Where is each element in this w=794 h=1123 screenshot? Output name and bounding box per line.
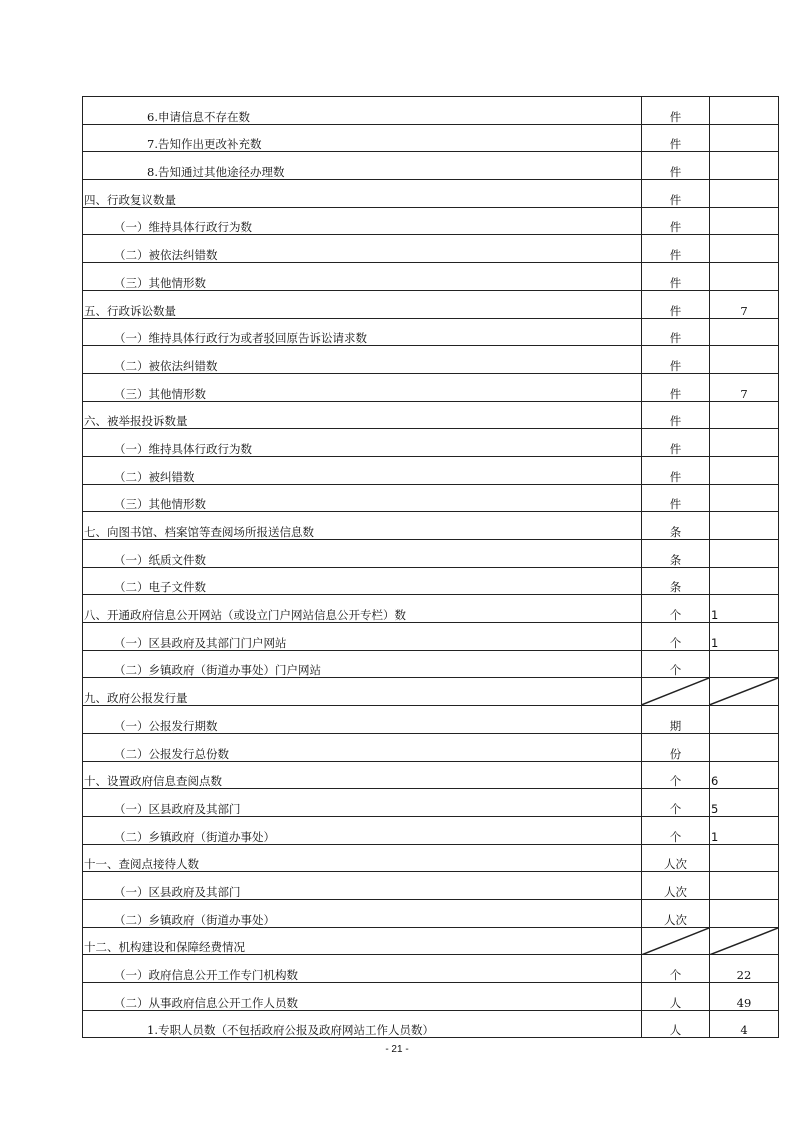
row-value: [710, 733, 779, 761]
row-label: 九、政府公报发行量: [83, 678, 642, 706]
row-label: （二）被依法纠错数: [83, 235, 642, 263]
row-label: 十、设置政府信息查阅点数: [83, 761, 642, 789]
row-label: （一）维持具体行政行为或者驳回原告诉讼请求数: [83, 318, 642, 346]
row-label: （一）公报发行期数: [83, 706, 642, 734]
row-unit: 个: [642, 955, 710, 983]
row-value: [710, 456, 779, 484]
row-label: 八、开通政府信息公开网站（或设立门户网站信息公开专栏）数: [83, 595, 642, 623]
row-unit: 件: [642, 318, 710, 346]
row-value: 1: [710, 816, 779, 844]
table-row: [83, 816, 779, 844]
table-row: [83, 595, 779, 623]
table-body: [83, 97, 779, 1038]
row-unit: 件: [642, 290, 710, 318]
table-row: [83, 789, 779, 817]
row-value: [710, 844, 779, 872]
row-unit: 个: [642, 650, 710, 678]
diagonal-slash: [710, 678, 778, 705]
table-row: [83, 429, 779, 457]
diagonal-slash: [710, 928, 778, 955]
row-label: （一）区县政府及其部门: [83, 789, 642, 817]
table-row: [83, 152, 779, 180]
table-row: [83, 346, 779, 374]
row-value: 49: [710, 983, 779, 1011]
row-value: [710, 124, 779, 152]
row-unit: 件: [642, 346, 710, 374]
table-row: [83, 373, 779, 401]
row-label: （二）公报发行总份数: [83, 733, 642, 761]
row-unit: 期: [642, 706, 710, 734]
row-value: [710, 540, 779, 568]
row-unit: [642, 927, 710, 955]
row-value: 22: [710, 955, 779, 983]
row-value: [710, 484, 779, 512]
row-unit: 个: [642, 761, 710, 789]
row-value: [710, 706, 779, 734]
diagonal-slash: [642, 678, 709, 705]
row-value: [710, 401, 779, 429]
table-row: [83, 983, 779, 1011]
row-label: （一）维持具体行政行为数: [83, 207, 642, 235]
table-row: [83, 207, 779, 235]
row-unit: [642, 678, 710, 706]
row-value: 1: [710, 623, 779, 651]
table-row: [83, 512, 779, 540]
row-unit: 份: [642, 733, 710, 761]
row-label: 1.专职人员数（不包括政府公报及政府网站工作人员数）: [83, 1010, 642, 1038]
row-label: 七、向图书馆、档案馆等查阅场所报送信息数: [83, 512, 642, 540]
row-unit: 个: [642, 816, 710, 844]
table-row: [83, 97, 779, 125]
row-unit: 人次: [642, 872, 710, 900]
row-unit: 件: [642, 124, 710, 152]
table-row: [83, 540, 779, 568]
row-unit: 人: [642, 1010, 710, 1038]
row-value: 7: [710, 373, 779, 401]
row-unit: 条: [642, 567, 710, 595]
row-label: （二）被依法纠错数: [83, 346, 642, 374]
row-label: （三）其他情形数: [83, 373, 642, 401]
table-row: [83, 456, 779, 484]
row-label: （三）其他情形数: [83, 263, 642, 291]
row-unit: 人: [642, 983, 710, 1011]
table-row: [83, 844, 779, 872]
table-row: [83, 180, 779, 208]
statistics-table: [82, 96, 779, 1038]
row-unit: 件: [642, 180, 710, 208]
table-row: [83, 927, 779, 955]
row-value: [710, 927, 779, 955]
row-value: [710, 429, 779, 457]
table-row: [83, 733, 779, 761]
row-unit: 人次: [642, 844, 710, 872]
table-row: [83, 263, 779, 291]
row-unit: 件: [642, 97, 710, 125]
table-row: [83, 484, 779, 512]
row-label: （二）乡镇政府（街道办事处）: [83, 899, 642, 927]
table-row: [83, 235, 779, 263]
row-label: 十二、机构建设和保障经费情况: [83, 927, 642, 955]
row-unit: 件: [642, 456, 710, 484]
row-value: [710, 152, 779, 180]
row-value: [710, 346, 779, 374]
row-unit: 件: [642, 235, 710, 263]
row-value: [710, 263, 779, 291]
table-row: [83, 761, 779, 789]
row-unit: 件: [642, 263, 710, 291]
row-unit: 件: [642, 429, 710, 457]
table-row: [83, 290, 779, 318]
row-value: [710, 899, 779, 927]
table-row: [83, 899, 779, 927]
row-label: （二）乡镇政府（街道办事处）: [83, 816, 642, 844]
row-unit: 件: [642, 152, 710, 180]
table-row: [83, 678, 779, 706]
table-row: [83, 706, 779, 734]
row-unit: 件: [642, 484, 710, 512]
table-row: [83, 401, 779, 429]
row-label: （二）被纠错数: [83, 456, 642, 484]
table-row: [83, 650, 779, 678]
row-label: （一）政府信息公开工作专门机构数: [83, 955, 642, 983]
row-unit: 件: [642, 373, 710, 401]
row-label: 五、行政诉讼数量: [83, 290, 642, 318]
row-value: [710, 567, 779, 595]
row-value: 1: [710, 595, 779, 623]
row-unit: 个: [642, 623, 710, 651]
table-row: [83, 872, 779, 900]
row-label: （一）区县政府及其部门: [83, 872, 642, 900]
row-value: [710, 207, 779, 235]
row-unit: 条: [642, 512, 710, 540]
row-label: 十一、查阅点接待人数: [83, 844, 642, 872]
row-unit: 条: [642, 540, 710, 568]
row-unit: 件: [642, 401, 710, 429]
table-row: [83, 124, 779, 152]
table-row: [83, 955, 779, 983]
diagonal-slash: [642, 928, 709, 955]
row-value: [710, 678, 779, 706]
row-label: （三）其他情形数: [83, 484, 642, 512]
row-value: 5: [710, 789, 779, 817]
row-label: 8.告知通过其他途径办理数: [83, 152, 642, 180]
row-label: 6.申请信息不存在数: [83, 97, 642, 125]
row-value: [710, 872, 779, 900]
row-label: （二）从事政府信息公开工作人员数: [83, 983, 642, 1011]
row-label: （一）维持具体行政行为数: [83, 429, 642, 457]
row-value: 7: [710, 290, 779, 318]
row-value: 4: [710, 1010, 779, 1038]
row-unit: 件: [642, 207, 710, 235]
table-row: [83, 1010, 779, 1038]
table-row: [83, 567, 779, 595]
row-label: （二）电子文件数: [83, 567, 642, 595]
row-value: [710, 97, 779, 125]
row-value: [710, 235, 779, 263]
row-value: 6: [710, 761, 779, 789]
row-value: [710, 318, 779, 346]
row-label: （一）区县政府及其部门门户网站: [83, 623, 642, 651]
row-unit: 人次: [642, 899, 710, 927]
table-row: [83, 623, 779, 651]
row-label: 六、被举报投诉数量: [83, 401, 642, 429]
row-label: （一）纸质文件数: [83, 540, 642, 568]
row-unit: 个: [642, 789, 710, 817]
row-unit: 个: [642, 595, 710, 623]
row-value: [710, 650, 779, 678]
row-value: [710, 512, 779, 540]
page-number: - 21 -: [385, 1044, 409, 1055]
row-value: [710, 180, 779, 208]
row-label: 7.告知作出更改补充数: [83, 124, 642, 152]
table-row: [83, 318, 779, 346]
row-label: （二）乡镇政府（街道办事处）门户网站: [83, 650, 642, 678]
row-label: 四、行政复议数量: [83, 180, 642, 208]
